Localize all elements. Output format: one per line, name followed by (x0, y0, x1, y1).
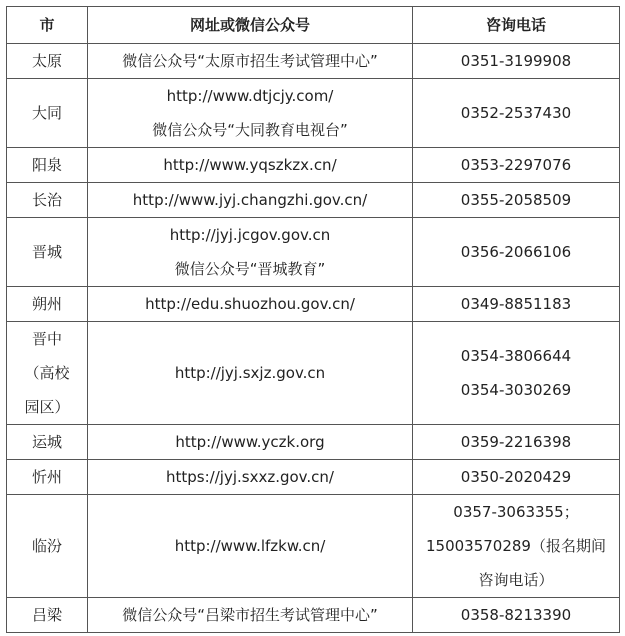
city-cell-line: 阳泉 (31, 156, 62, 174)
contact-table (6, 6, 620, 633)
table-row (7, 79, 620, 148)
phone-cell (413, 460, 620, 495)
phone-cell (413, 495, 620, 598)
phone-cell-line: 0356-2066106 (460, 243, 572, 261)
table-header-row (7, 7, 620, 44)
site-cell (88, 183, 413, 218)
city-cell-line: 大同 (31, 104, 62, 122)
site-cell (88, 287, 413, 322)
table-row (7, 495, 620, 598)
phone-cell-line: 0350-2020429 (460, 468, 572, 486)
site-cell (88, 495, 413, 598)
site-cell-line[interactable]: http://www.lfzkw.cn/ (174, 537, 326, 555)
city-cell-line: 园区） (24, 398, 70, 416)
phone-cell-line: 0352-2537430 (460, 104, 572, 122)
site-cell-line[interactable]: http://www.jyj.changzhi.gov.cn/ (132, 191, 368, 209)
phone-cell (413, 148, 620, 183)
city-cell (7, 79, 88, 148)
table-row (7, 148, 620, 183)
site-cell (88, 79, 413, 148)
table-row (7, 218, 620, 287)
site-cell (88, 218, 413, 287)
site-cell (88, 148, 413, 183)
phone-cell (413, 287, 620, 322)
site-cell-line[interactable]: https://jyj.sxxz.gov.cn/ (166, 468, 334, 486)
city-cell-line: （高校 (24, 364, 70, 382)
site-cell-line[interactable]: http://www.dtjcjy.com/ (166, 87, 334, 105)
site-cell (88, 44, 413, 79)
city-cell (7, 460, 88, 495)
table-row (7, 460, 620, 495)
phone-cell-line: 15003570289（报名期间 (426, 537, 606, 555)
header-site: 网址或微信公众号 (88, 7, 413, 44)
city-cell-line: 朔州 (31, 295, 62, 313)
city-cell (7, 287, 88, 322)
site-cell (88, 425, 413, 460)
phone-cell-line: 0354-3806644 (460, 347, 572, 365)
city-cell-line: 忻州 (31, 468, 62, 486)
phone-cell (413, 44, 620, 79)
site-cell (88, 322, 413, 425)
phone-cell (413, 79, 620, 148)
city-cell (7, 598, 88, 633)
site-cell-line: 微信公众号“晋城教育” (174, 260, 326, 278)
city-cell (7, 44, 88, 79)
table-row (7, 425, 620, 460)
site-cell (88, 460, 413, 495)
phone-cell (413, 322, 620, 425)
city-cell-line: 临汾 (31, 537, 62, 555)
phone-cell-line: 0355-2058509 (460, 191, 572, 209)
table-row (7, 598, 620, 633)
site-cell-line[interactable]: http://www.yczk.org (175, 433, 325, 451)
phone-cell-line: 0354-3030269 (460, 381, 572, 399)
city-cell-line: 运城 (31, 433, 62, 451)
city-cell-line: 太原 (31, 52, 62, 70)
site-cell-line[interactable]: http://www.yqszkzx.cn/ (163, 156, 337, 174)
city-cell (7, 495, 88, 598)
site-cell-line[interactable]: http://jyj.jcgov.gov.cn (169, 226, 331, 244)
phone-cell-line: 0358-8213390 (460, 606, 572, 624)
contact-table-container (6, 6, 620, 633)
city-cell (7, 183, 88, 218)
city-cell (7, 218, 88, 287)
phone-cell-line: 0349-8851183 (460, 295, 572, 313)
phone-cell-line: 咨询电话） (478, 571, 554, 589)
site-cell-line[interactable]: http://edu.shuozhou.gov.cn/ (145, 295, 355, 313)
site-cell-line: 微信公众号“大同教育电视台” (152, 121, 348, 139)
site-cell (88, 598, 413, 633)
header-city: 市 (7, 7, 88, 44)
table-row (7, 183, 620, 218)
table-row (7, 287, 620, 322)
header-phone: 咨询电话 (413, 7, 620, 44)
site-cell-line: 微信公众号“太原市招生考试管理中心” (122, 52, 378, 70)
city-cell-line: 吕梁 (31, 606, 62, 624)
city-cell-line: 长治 (31, 191, 62, 209)
table-row (7, 322, 620, 425)
phone-cell (413, 425, 620, 460)
site-cell-line: 微信公众号“吕梁市招生考试管理中心” (122, 606, 378, 624)
phone-cell-line: 0351-3199908 (460, 52, 572, 70)
table-body (7, 44, 620, 633)
city-cell-line: 晋城 (31, 243, 62, 261)
phone-cell (413, 183, 620, 218)
phone-cell-line: 0359-2216398 (460, 433, 572, 451)
city-cell (7, 322, 88, 425)
table-row (7, 44, 620, 79)
site-cell-line[interactable]: http://jyj.sxjz.gov.cn (174, 364, 326, 382)
city-cell-line: 晋中 (31, 330, 62, 348)
phone-cell-line: 0353-2297076 (460, 156, 572, 174)
phone-cell (413, 218, 620, 287)
city-cell (7, 148, 88, 183)
city-cell (7, 425, 88, 460)
phone-cell-line: 0357-3063355； (453, 503, 579, 521)
phone-cell (413, 598, 620, 633)
